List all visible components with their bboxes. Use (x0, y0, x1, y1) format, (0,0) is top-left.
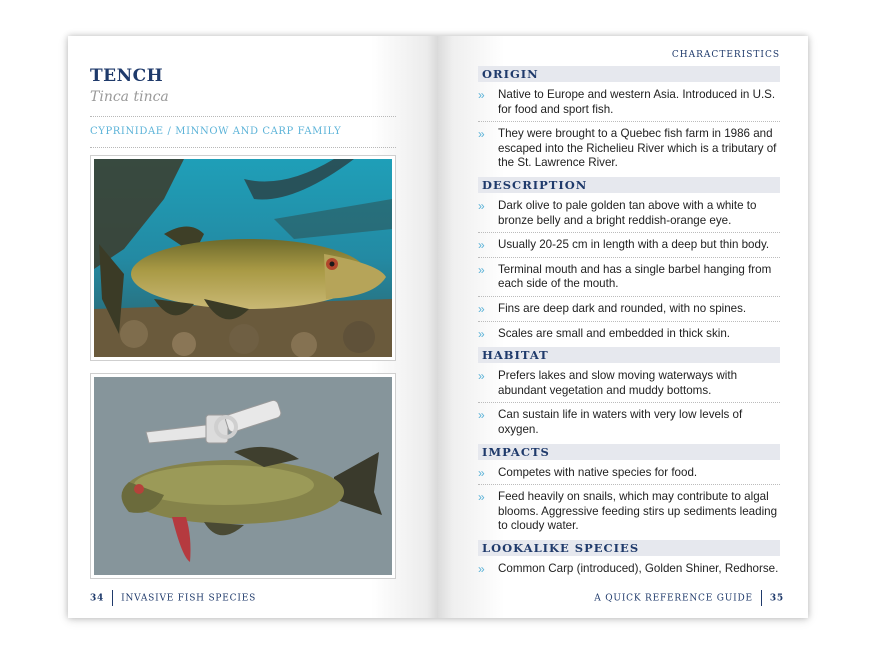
species-title: TENCH (90, 66, 164, 86)
characteristics-header: CHARACTERISTICS (671, 50, 780, 60)
list-item: » Terminal mouth and has a single barbel hanging from each side of the mouth. (478, 261, 780, 297)
right-footer (594, 590, 784, 606)
tench-with-key-photo (90, 373, 396, 579)
list-item: » Feed heavily on snails, which may contribute to algal blooms. Aggressive feeding stirs up sediments leading to cloudy water. (478, 490, 778, 533)
section-lookalike-species (478, 540, 780, 581)
divider (90, 116, 396, 117)
chevron-icon: » (478, 465, 485, 480)
list-item: » Fins are deep dark and rounded, with no spines. (478, 300, 780, 322)
chevron-icon: » (478, 326, 485, 341)
list-item: » Can sustain life in waters with very low levels of oxygen. (478, 408, 743, 436)
footer-title-right: A QUICK REFERENCE GUIDE (594, 593, 753, 604)
tench-key-image (94, 377, 392, 575)
list-item: » Common Carp (introduced), Golden Shiner, Redhorse. (478, 561, 779, 576)
section-heading: LOOKALIKE SPECIES (478, 540, 780, 556)
footer-divider (761, 590, 762, 606)
latin-name: Tinca tinca (90, 89, 169, 105)
chevron-icon: » (478, 88, 485, 102)
left-page (68, 36, 438, 618)
page-number-right: 35 (769, 593, 784, 604)
chevron-icon: » (478, 369, 485, 384)
section-heading: ORIGIN (478, 66, 780, 82)
section-heading: IMPACTS (478, 444, 780, 460)
section-heading: DESCRIPTION (478, 177, 780, 193)
family-label: CYPRINIDAE / MINNOW AND CARP FAMILY (90, 126, 342, 137)
chevron-icon: » (478, 127, 485, 142)
list-item: » Native to Europe and western Asia. Introduced in U.S. for food and sport fish. (478, 86, 780, 122)
characteristics-content (478, 66, 780, 582)
chevron-icon: » (478, 561, 485, 576)
section-origin (478, 66, 780, 175)
open-booklet (68, 36, 808, 618)
chevron-icon: » (478, 262, 485, 277)
footer-title-left: INVASIVE FISH SPECIES (121, 593, 257, 604)
list-item: » Competes with native species for food. (478, 464, 780, 486)
left-footer (90, 590, 256, 606)
chevron-icon: » (478, 198, 485, 213)
tench-aquarium-image (94, 159, 392, 357)
list-item: » Usually 20-25 cm in length with a deep but thin body. (478, 236, 780, 258)
chevron-icon: » (478, 301, 485, 316)
section-description (478, 177, 780, 345)
section-heading: HABITAT (478, 347, 780, 363)
footer-divider (112, 590, 113, 606)
list-item: » They were brought to a Quebec fish farm in 1986 and escaped into the Richelieu River which is a tributary of the St. Lawrence River. (478, 127, 777, 170)
divider (90, 147, 396, 148)
list-item: » Dark olive to pale golden tan above with a white to bronze belly and a bright reddish-orange eye. (478, 197, 780, 233)
section-habitat (478, 347, 780, 441)
right-page (438, 36, 808, 618)
list-item: » Scales are small and embedded in thick skin. (478, 326, 730, 341)
chevron-icon: » (478, 408, 485, 423)
chevron-icon: » (478, 238, 485, 253)
live-tench-photo (90, 155, 396, 361)
list-item: » Prefers lakes and slow moving waterways with abundant vegetation and muddy bottoms. (478, 367, 780, 403)
chevron-icon: » (478, 490, 485, 505)
section-impacts (478, 444, 780, 538)
page-number-left: 34 (90, 593, 105, 604)
